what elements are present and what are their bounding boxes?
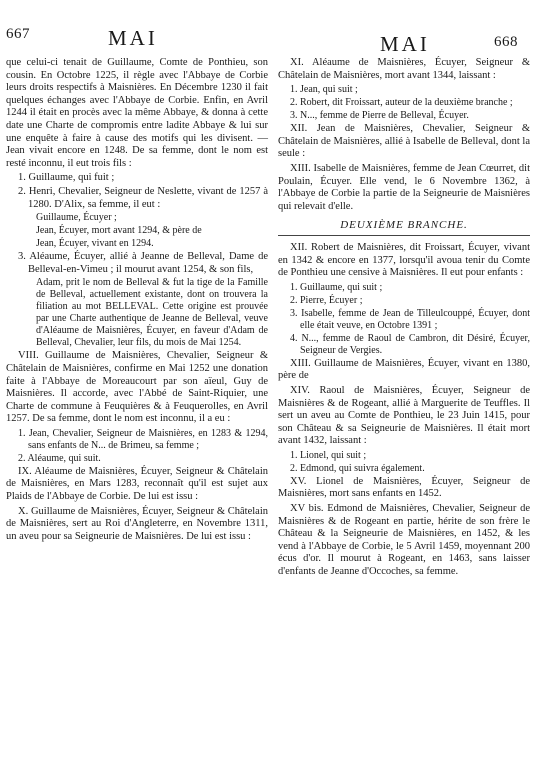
generation-x: X. Guillaume de Maisnières, Écuyer, Seigneur & Châtelain de Maisnières, sert au Roi d'Angleterre, en Novembre 1311, un aveu pour sa Seigneurie de Maisnières. De lui est issu : xyxy=(6,505,268,542)
list-item: 2. Henri, Chevalier, Seigneur de Neslette, vivant de 1257 à 1280. D'Alix, sa femme, il eut : xyxy=(18,185,268,210)
list-item: 1. Guillaume, qui fuit ; xyxy=(18,172,115,184)
right-running-title: MAI xyxy=(380,32,430,56)
list-item: 2. Edmond, qui suivra également. xyxy=(290,462,425,474)
list-item: 2. Robert, dit Froissart, auteur de la deuxième branche ; xyxy=(290,97,513,109)
generation-xiii-second-branch: XIII. Guillaume de Maisnières, Écuyer, vivant en 1380, père de xyxy=(278,357,530,382)
generation-xii: XII. Jean de Maisnières, Chevalier, Seigneur & Châtelain de Maisnières, allié à Isabelle de Belleval, dont la seule : xyxy=(278,123,530,160)
generation-xi: XI. Aléaume de Maisnières, Écuyer, Seigneur & Châtelain de Maisnières, mort avant 1344, laissant : xyxy=(278,57,530,81)
list-item: 1. Jean, Chevalier, Seigneur de Maisnières, en 1283 & 1294, sans enfants de N... de Brimeu, sa femme ; xyxy=(18,427,268,451)
generation-viii: VIII. Guillaume de Maisnières, Chevalier, Seigneur & Châtelain de Maisnières, confirme en Mai 1252 une donation faite à l'Abbaye de Moreaucourt par son aïeul, Guy de Maisnières. Il accorde, avec l'Abbé de Saint-Riquier, une Charte de commune à Feuquières & à Feuquerolles, en Avril 1257. De sa femme, dont le nom est inconnu, il a eu : xyxy=(6,350,268,425)
adam-note-text: Adam, prit le nom de Belleval & fut la tige de la Famille de Belleval, actuellement existante, dont on trouvera la filiation au mot BELLEVAL. Cette origine est prouvée par une Charte authentique de Jeanne de Belleval, veuve d'Aléaume de Maisnières, Écuyer, en faveur d'Adam de Belleval, Chevalier, leur fils, du mois de Mai 1254. xyxy=(36,277,268,349)
list-item: 2. Aléaume, qui suit. xyxy=(18,452,101,464)
list-item: Jean, Écuyer, mort avant 1294, & père de xyxy=(36,225,202,237)
xiv-children-list xyxy=(278,450,530,475)
left-column xyxy=(6,57,268,545)
henri-descendants xyxy=(6,212,268,250)
section-heading: DEUXIÈME BRANCHE. xyxy=(278,219,530,236)
right-page-number: 668 xyxy=(494,34,518,50)
viii-children-list xyxy=(6,428,268,465)
generation-xiii: XIII. Isabelle de Maisnières, femme de Jean Cœurret, dit Poulain, Écuyer. Elle vend, le 6 Novembre 1362, à l'Abbaye de Corbie la partie de la Seigneurie de Maisnières qui relevait d'elle. xyxy=(278,162,530,212)
child-3-list xyxy=(6,251,268,276)
generation-ix: IX. Aléaume de Maisnières, Écuyer, Seigneur & Châtelain de Maisnières, en Mars 1283, reconnaît qu'il est sujet aux Plaids de l'Abbaye de Corbie. De lui est issu : xyxy=(6,465,268,503)
page-header xyxy=(0,0,536,58)
generation-xv-bis: XV bis. Edmond de Maisnières, Chevalier, Seigneur de Maisnières & de Rogeant en partie, hérite de son frère le Château & la Seigneurie de Maisnières, en 1452, & les vend à l'Abbaye de Corbie, le 5 Avril 1459, moyennant 200 écus d'or. Il mourut à Rogeant, en 1463, sans laisser d'enfants de Jeanne d'Occoches, sa femme. xyxy=(278,503,530,578)
xi-children-list xyxy=(278,84,530,122)
list-item: 3. N..., femme de Pierre de Belleval, Écuyer. xyxy=(290,110,469,122)
generation-xii-second-branch: XII. Robert de Maisnières, dit Froissart, Écuyer, vivant en 1342 & encore en 1377, lorsqu'il avoua tenir du Comte de Ponthieu une censive à Maisnières. Il eut pour enfants : xyxy=(278,241,530,279)
list-item: 3. Isabelle, femme de Jean de Tilleulcouppé, Écuyer, dont elle était veuve, en Octobre 1391 ; xyxy=(290,307,530,331)
list-item: 1. Guillaume, qui suit ; xyxy=(290,281,383,293)
list-item: 4. N..., femme de Raoul de Cambron, dit Désiré, Écuyer, Seigneur de Vergies. xyxy=(290,332,530,356)
list-item: 2. Pierre, Écuyer ; xyxy=(290,294,363,306)
right-column xyxy=(278,57,530,581)
list-item: Jean, Écuyer, vivant en 1294. xyxy=(36,238,154,250)
generation-xiv: XIV. Raoul de Maisnières, Écuyer, Seigneur de Maisnières & de Rogeant, allié à Marguerite de Teuffles. Il sert un aveu au Comte de Ponthieu, le 23 Juin 1415, pour son Château & sa Seigneurie de Maisnières. Il était mort avant 1432, laissant : xyxy=(278,384,530,447)
generation-xv: XV. Lionel de Maisnières, Écuyer, Seigneur de Maisnières, mort sans enfants en 1452. xyxy=(278,475,530,500)
list-item: 3. Aléaume, Écuyer, allié à Jeanne de Belleval, Dame de Belleval-en-Vimeu ; il mourut avant 1254, & son fils, xyxy=(18,251,268,275)
left-running-title: MAI xyxy=(108,26,158,50)
intro-paragraph: que celui-ci tenait de Guillaume, Comte de Ponthieu, son cousin. En Octobre 1225, il règle avec l'Abbaye de Corbie leurs droits respectifs à Maisnières. En Décembre 1230 il fait quelques échanges avec l'Abbaye de Corbie. Enfin, en Avril 1244 il était en procès avec la même Abbaye, & donna à cette date une Charte de compromis entre ladite Abbaye & lui sur une enquête à faire à cause des motifs qui les divisent. — Jean vivait encore en 1248. De sa femme, dont le nom est resté inconnu, il eut trois fils : xyxy=(6,57,268,169)
xii-b-children-list xyxy=(278,282,530,357)
left-page-number: 667 xyxy=(6,26,30,42)
list-item: 1. Lionel, qui suit ; xyxy=(290,449,367,461)
list-item: 1. Jean, qui suit ; xyxy=(290,84,358,96)
list-item: Guillaume, Écuyer ; xyxy=(36,212,117,224)
jean-children-list xyxy=(6,172,268,211)
adam-note xyxy=(6,277,268,349)
